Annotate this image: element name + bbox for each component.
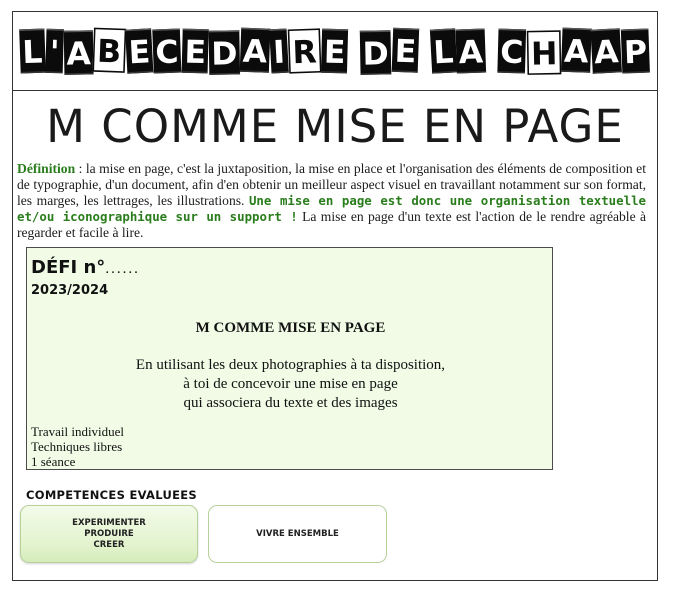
banner-word — [20, 28, 348, 72]
banner-letter: I — [270, 28, 290, 73]
challenge-instructions — [27, 356, 554, 413]
banner-word — [431, 28, 486, 72]
banner-letter: L — [19, 28, 45, 73]
challenge-label-text: DÉFI n° — [31, 257, 106, 278]
banner-letter: P — [621, 28, 650, 73]
banner-letter: A — [561, 27, 592, 72]
banner-letter: A — [240, 27, 271, 72]
banner-letter: A — [456, 28, 487, 73]
challenge-number-dots: ...... — [105, 261, 140, 277]
banner-letter: A — [591, 28, 622, 74]
banner-letter: C — [498, 28, 527, 73]
instruction-line: à toi de concevoir une mise en page — [183, 376, 398, 392]
banner-letter: A — [64, 30, 94, 75]
competence-card-live-together — [208, 505, 387, 563]
banner — [12, 11, 658, 91]
competence-label: CREER — [93, 539, 125, 550]
challenge-info — [31, 424, 124, 469]
banner-letter: E — [182, 28, 209, 73]
challenge-title: M COMME MISE EN PAGE — [195, 320, 386, 336]
definition-text-1: la mise en page, c'est la juxtaposition, la mise en place et l'organisation des éléments de composition et de typographie, d'un document, afin d'en obtenir un meilleur aspect visuel en travaillant notamment sur son format, les marges, les lettrages, les illustrations. — [17, 161, 646, 208]
definition-label: Définition — [17, 161, 76, 176]
competence-card-create — [20, 505, 198, 563]
banner-letter: E — [321, 28, 348, 73]
definition-paragraph — [17, 161, 646, 241]
definition-text-2: La mise en page d'un texte est l'action de le rendre agréable à regarder et facile à lire. — [17, 209, 647, 240]
competence-label: VIVRE ENSEMBLE — [256, 528, 339, 539]
competences-heading: COMPETENCES EVALUEES — [26, 488, 197, 502]
banner-word — [361, 28, 419, 72]
banner-word — [498, 28, 649, 72]
instruction-line: En utilisant les deux photographies à ta disposition, — [135, 357, 446, 373]
banner-letter: R — [288, 28, 322, 73]
competence-label: PRODUIRE — [84, 528, 134, 539]
banner-letter: D — [360, 30, 392, 75]
info-line: Travail individuel — [31, 424, 125, 439]
banner-letter: ' — [45, 28, 63, 73]
definition-separator: : — [75, 161, 86, 176]
banner-letter: D — [209, 30, 241, 75]
info-line: 1 séance — [31, 454, 76, 469]
banner-title — [20, 28, 650, 72]
challenge-year: 2023/2024 — [31, 283, 109, 298]
banner-letter: E — [125, 28, 154, 73]
info-line: Techniques libres — [31, 439, 123, 454]
competence-label: EXPERIMENTER — [72, 517, 146, 528]
definition-highlight: Une mise en page est donc une organisation textuelle et/ou iconographique sur un support ! — [17, 193, 646, 224]
banner-letter: E — [392, 27, 420, 72]
banner-letter: H — [527, 30, 562, 75]
instruction-line: qui associera du texte et des images — [183, 395, 398, 411]
challenge-label — [31, 258, 140, 279]
banner-letter: C — [153, 28, 182, 73]
banner-letter: L — [430, 28, 457, 73]
banner-letter: B — [93, 27, 126, 72]
challenge-box — [26, 247, 553, 470]
page-title: M COMME MISE EN PAGE — [46, 100, 624, 153]
